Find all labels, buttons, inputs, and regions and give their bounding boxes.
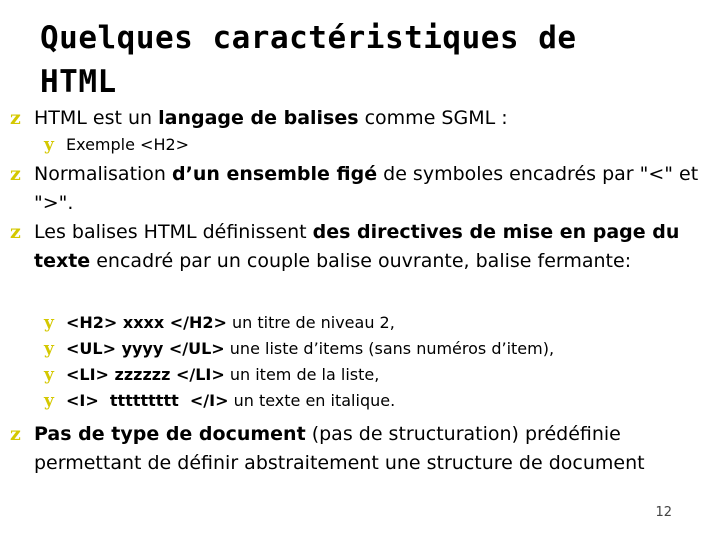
bullet-z-icon: z bbox=[10, 221, 21, 243]
bullet-3-sub-4 bbox=[44, 389, 714, 413]
bullet-4-text-bold: Pas de type de document bbox=[34, 423, 306, 445]
code-ul: <UL> yyyy </UL> bbox=[66, 339, 225, 358]
bullet-y-icon: y bbox=[44, 313, 54, 333]
bullet-3-text-bold: des directives de mise en page du texte bbox=[34, 221, 680, 272]
bullet-2 bbox=[10, 160, 715, 218]
slide-title-line1: Quelques caractéristiques de bbox=[40, 20, 577, 56]
bullet-3-sub-4-text: un texte en italique. bbox=[228, 391, 396, 410]
bullet-2-text-post: de symboles encadrés par "<" et ">". bbox=[34, 163, 699, 214]
bullet-3-sub-1 bbox=[44, 311, 714, 335]
bullet-1-text-bold: langage de balises bbox=[158, 107, 359, 129]
bullet-1-sub bbox=[44, 133, 714, 157]
code-li: <LI> zzzzzz </LI> bbox=[66, 365, 225, 384]
bullet-z-icon: z bbox=[10, 423, 21, 445]
page-number: 12 bbox=[655, 505, 672, 520]
bullet-3-text-post: encadré par un couple balise ouvrante, balise fermante: bbox=[90, 250, 632, 272]
bullet-z-icon: z bbox=[10, 163, 21, 185]
code-h2: <H2> xxxx </H2> bbox=[66, 313, 227, 332]
bullet-3-sub-2 bbox=[44, 337, 714, 361]
bullet-3-sub-3 bbox=[44, 363, 714, 387]
bullet-1 bbox=[10, 104, 715, 133]
bullet-3-text-pre: Les balises HTML définissent bbox=[34, 221, 313, 243]
bullet-3-sub-3-text: un item de la liste, bbox=[224, 365, 380, 384]
bullet-3 bbox=[10, 218, 715, 276]
bullet-3-sub-1-text: un titre de niveau 2, bbox=[226, 313, 395, 332]
bullet-2-text-bold: d’un ensemble figé bbox=[172, 163, 378, 185]
bullet-1-text-pre: HTML est un bbox=[34, 107, 159, 129]
bullet-z-icon: z bbox=[10, 107, 21, 129]
bullet-2-text-pre: Normalisation bbox=[34, 163, 173, 185]
bullet-3-sub-2-text: une liste d’items (sans numéros d’item), bbox=[224, 339, 555, 358]
bullet-1-text-post: comme SGML : bbox=[358, 107, 508, 129]
code-i: <I> ttttttttt </I> bbox=[66, 391, 229, 410]
slide-title bbox=[40, 16, 710, 104]
slide-title-line2: HTML bbox=[40, 64, 117, 100]
bullet-1-sub-text: Exemple <H2> bbox=[66, 135, 190, 154]
bullet-4 bbox=[10, 420, 715, 478]
bullet-y-icon: y bbox=[44, 135, 54, 155]
bullet-4-text-post: (pas de structuration) prédéfinie permettant de définir abstraitement une structure de document bbox=[34, 423, 645, 474]
bullet-y-icon: y bbox=[44, 339, 54, 359]
bullet-y-icon: y bbox=[44, 391, 54, 411]
bullet-y-icon: y bbox=[44, 365, 54, 385]
